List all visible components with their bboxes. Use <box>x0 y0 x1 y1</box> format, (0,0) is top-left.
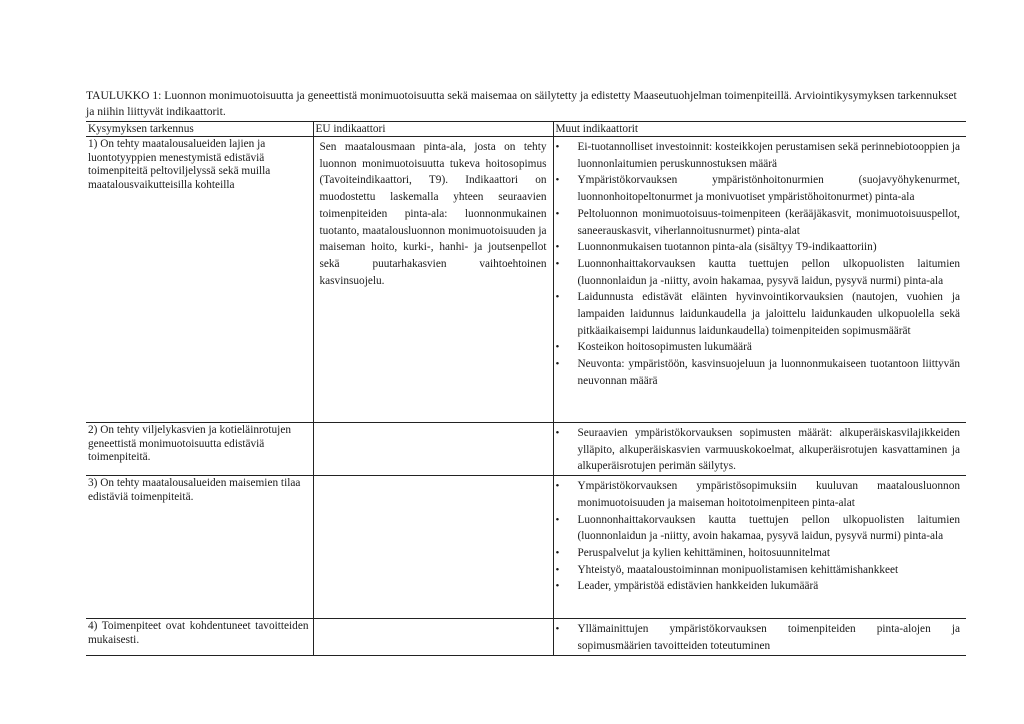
list-item: • Laidunnusta edistävät eläinten hyvinvointikorvauksien (nautojen, vuohien ja lampaiden laidunnus laidunkaudella ja jaloittelu laidunkauden ulkopuolella sekä pitkäaikaisempi laidunnus laidunkaudella) toimenpiteiden sopimusmäärät <box>578 289 961 339</box>
list-item: • Yllämainittujen ympäristökorvauksen toimenpiteiden pinta-alojen ja sopimusmäärien tavoitteiden toteutuminen <box>578 621 961 654</box>
list-item: • Luonnonhaittakorvauksen kautta tuettujen pellon ulkopuolisten laitumien (luonnonlaidun ja -niitty, avoin hakamaa, pysyvä laidun, pysyvä nurmi) pinta-ala <box>578 256 961 289</box>
other-indicators-cell <box>553 423 966 476</box>
other-indicators-cell <box>553 476 966 619</box>
list-item: • Ympäristökorvauksen ympäristönhoitonurmien (suojavyöhykenurmet, luonnonhoitopeltonurmet ja monivuotiset ympäristöhoitonurmet) pinta-ala <box>578 172 961 205</box>
other-indicators-cell <box>553 137 966 423</box>
list-item: • Luonnonmukaisen tuotannon pinta-ala (sisältyy T9-indikaattoriin) <box>578 239 961 256</box>
list-item: • Seuraavien ympäristökorvauksen sopimusten määrät: alkuperäiskasvilajikkeiden ylläpito, alkuperäiskasvien varmuuskokoelmat, alkuperäisrotujen kasvattaminen ja alkuperäisrotujen perimän säilytys. <box>578 425 961 475</box>
table-header-row <box>86 122 966 137</box>
list-item: • Ympäristökorvauksen ympäristösopimuksiin kuuluvan maatalousluonnon monimuotoisuuden ja maiseman hoitotoimenpiteen pinta-alat <box>578 478 961 511</box>
indicator-list <box>556 621 961 654</box>
question-cell: 1) On tehty maatalousalueiden lajien ja luontotyyppien menestymistä edistäviä toimenpiteitä peltoviljelyssä sekä muilla maatalousvaikutteisilla kohteilla <box>86 137 313 423</box>
eu-indicator-cell <box>313 423 553 476</box>
indicator-list <box>556 139 961 390</box>
question-cell: 2) On tehty viljelykasvien ja kotieläinrotujen geneettistä monimuotoisuutta edistäviä toimenpiteitä. <box>86 423 313 476</box>
list-item: • Yhteistyö, maataloustoiminnan monipuolistamisen kehittämishankkeet <box>578 562 961 579</box>
table-row <box>86 423 966 476</box>
other-indicators-cell <box>553 619 966 655</box>
eu-indicator-cell <box>313 476 553 619</box>
list-item: • Peltoluonnon monimuotoisuus-toimenpiteen (kerääjäkasvit, monimuotoisuuspellot, saneerauskasvit, viherlannoitusnurmet) pinta-alat <box>578 206 961 239</box>
indicator-list <box>556 425 961 475</box>
table-caption: TAULUKKO 1: Luonnon monimuotoisuutta ja geneettistä monimuotoisuutta sekä maisemaa on säilytetty ja edistetty Maaseutuohjelman toimenpiteillä. Arviointikysymyksen tarkennukset ja niihin liittyvät indikaattorit. <box>86 89 957 118</box>
list-item: • Luonnonhaittakorvauksen kautta tuettujen pellon ulkopuolisten laitumien (luonnonlaidun ja -niitty, avoin hakamaa, pysyvä laidun, pysyvä nurmi) pinta-ala <box>578 512 961 545</box>
question-cell: 3) On tehty maatalousalueiden maisemien tilaa edistäviä toimenpiteitä. <box>86 476 313 619</box>
table-row <box>86 476 966 619</box>
indicator-table <box>86 121 966 656</box>
header-eu-indicator: EU indikaattori <box>313 122 553 137</box>
eu-indicator-cell <box>313 619 553 655</box>
table-row <box>86 137 966 423</box>
list-item: • Peruspalvelut ja kylien kehittäminen, hoitosuunnitelmat <box>578 545 961 562</box>
header-other-indicators: Muut indikaattorit <box>553 122 966 137</box>
table-row <box>86 619 966 655</box>
list-item: • Kosteikon hoitosopimusten lukumäärä <box>578 339 961 356</box>
list-item: • Leader, ympäristöä edistävien hankkeiden lukumäärä <box>578 578 961 595</box>
header-question: Kysymyksen tarkennus <box>86 122 313 137</box>
indicator-list <box>556 478 961 595</box>
eu-indicator-cell: Sen maatalousmaan pinta-ala, josta on tehty luonnon monimuotoisuutta tukeva hoitosopimus (Tavoiteindikaattori, T9). Indikaattori on muodostettu laskemalla yhteen seuraavien toimenpiteiden pinta-ala: luonnonmukainen tuotanto, maatalousluonnon monimuotoisuuden ja maiseman hoito, kurki-, hanhi- ja joutsenpellot sekä puutarhakasvien vaihtoehtoinen kasvinsuojelu. <box>313 137 553 423</box>
question-cell: 4) Toimenpiteet ovat kohdentuneet tavoitteiden mukaisesti. <box>86 619 313 655</box>
list-item: • Ei-tuotannolliset investoinnit: kosteikkojen perustamisen sekä perinnebiotooppien ja luonnonlaitumien peruskunnostuksen määrä <box>578 139 961 172</box>
list-item: • Neuvonta: ympäristöön, kasvinsuojeluun ja luonnonmukaiseen tuotantoon liittyvän neuvonnan määrä <box>578 356 961 389</box>
